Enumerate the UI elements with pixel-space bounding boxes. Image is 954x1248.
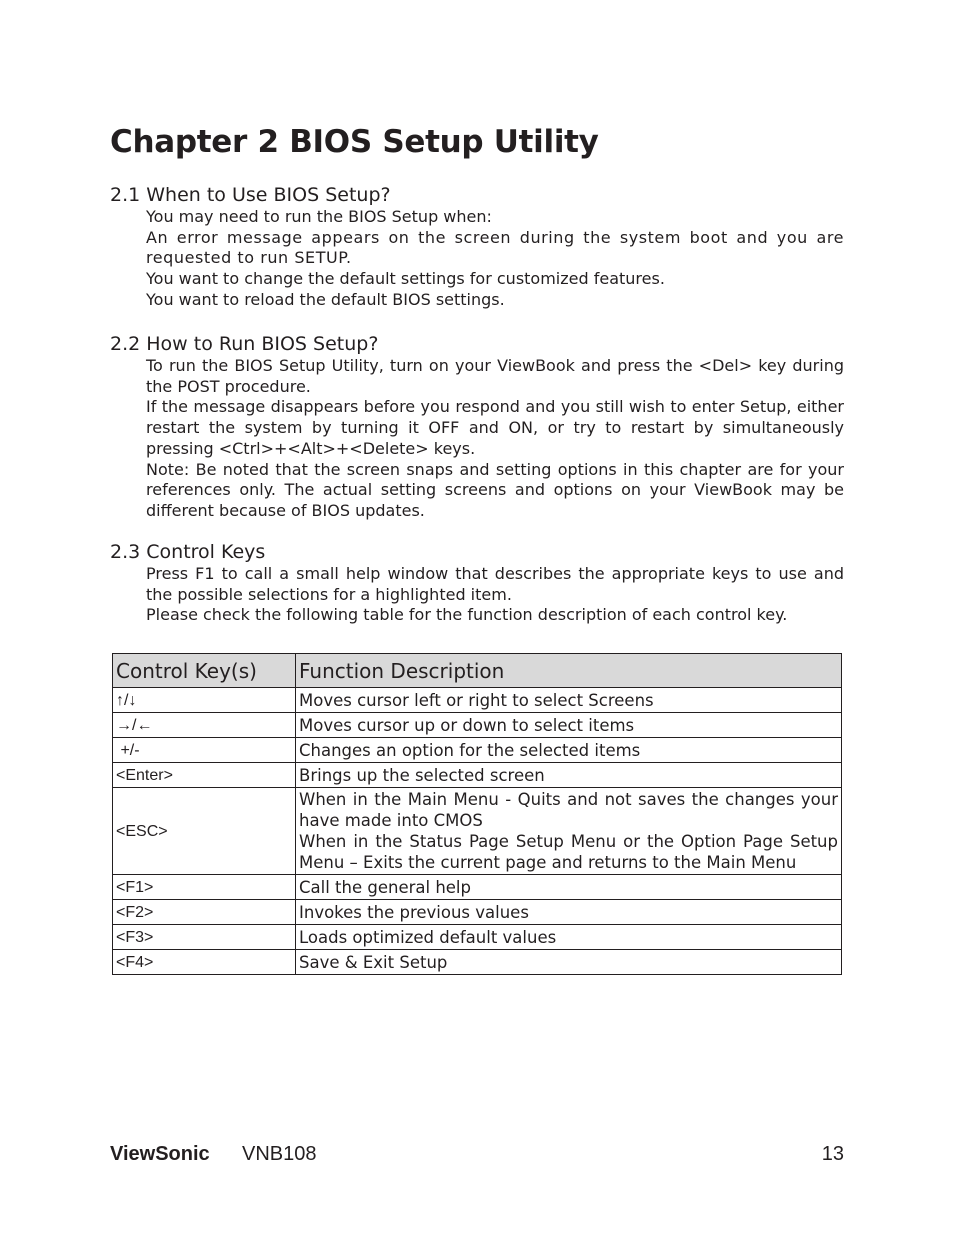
paragraph: To run the BIOS Setup Utility, turn on your ViewBook and press the <Del> key during the POST procedure.: [146, 356, 844, 396]
table-row: [113, 788, 842, 875]
control-keys-table: [112, 653, 842, 975]
paragraph: You may need to run the BIOS Setup when:: [146, 207, 492, 226]
table-row: [113, 738, 842, 763]
function-description-cell: Invokes the previous values: [296, 900, 842, 925]
table-row: [113, 925, 842, 950]
section-body-2-2: [146, 356, 844, 522]
function-description-cell: Brings up the selected screen: [296, 763, 842, 788]
control-key-cell: ↑/↓: [113, 688, 296, 713]
paragraph: If the message disappears before you respond and you still wish to enter Setup, either restart the system by turning it OFF and ON, or try to restart by simultaneously pressing <Ctrl>+<Alt>+<Delete> keys.: [146, 397, 844, 458]
section-body-2-1: [146, 207, 844, 311]
paragraph: You want to change the default settings for customized features.: [146, 269, 665, 289]
esc-description-main-menu: When in the Main Menu - Quits and not saves the changes your have made into CMOS: [299, 790, 838, 830]
table-row: [113, 688, 842, 713]
esc-description-sub-menu: When in the Status Page Setup Menu or the Option Page Setup Menu – Exits the current page and returns to the Main Menu: [299, 832, 838, 872]
table-row: [113, 713, 842, 738]
function-description-cell: Save & Exit Setup: [296, 950, 842, 975]
function-description-cell: Changes an option for the selected items: [296, 738, 842, 763]
function-description-cell: Call the general help: [296, 875, 842, 900]
control-key-cell: <F4>: [113, 950, 296, 975]
function-description-cell: Moves cursor up or down to select items: [296, 713, 842, 738]
function-description-cell: Moves cursor left or right to select Screens: [296, 688, 842, 713]
control-key-cell: <Enter>: [113, 763, 296, 788]
section-heading-2-3: 2.3 Control Keys: [110, 541, 266, 563]
table-row: [113, 950, 842, 975]
paragraph: Please check the following table for the function description of each control key.: [146, 605, 788, 625]
table-row: [113, 763, 842, 788]
section-heading-2-1: 2.1 When to Use BIOS Setup?: [110, 184, 391, 206]
control-key-cell: →/←: [113, 713, 296, 738]
control-key-cell: <ESC>: [113, 788, 296, 875]
footer-brand: ViewSonic: [110, 1143, 210, 1165]
chapter-title: Chapter 2 BIOS Setup Utility: [110, 124, 599, 160]
footer-model: VNB108: [242, 1143, 317, 1165]
control-key-cell: <F3>: [113, 925, 296, 950]
control-key-cell: +/-: [113, 738, 296, 763]
control-key-cell: <F1>: [113, 875, 296, 900]
table-row: [113, 900, 842, 925]
paragraph: Note: Be noted that the screen snaps and setting options in this chapter are for your references only. The actual setting screens and options on your ViewBook may be different because of BIOS updates.: [146, 459, 844, 520]
page-number: 13: [821, 1143, 844, 1165]
column-header-function-description: Function Description: [296, 654, 842, 688]
function-description-cell: [296, 788, 842, 875]
column-header-control-keys: Control Key(s): [113, 654, 296, 688]
section-heading-2-2: 2.2 How to Run BIOS Setup?: [110, 333, 379, 355]
table-header-row: [113, 654, 842, 688]
table-row: [113, 875, 842, 900]
function-description-cell: Loads optimized default values: [296, 925, 842, 950]
section-body-2-3: [146, 564, 844, 626]
paragraph: An error message appears on the screen during the system boot and you are requested to run SETUP.: [146, 227, 844, 268]
control-key-cell: <F2>: [113, 900, 296, 925]
paragraph: You want to reload the default BIOS settings.: [146, 289, 505, 309]
paragraph: Press F1 to call a small help window that describes the appropriate keys to use and the possible selections for a highlighted item.: [146, 564, 844, 604]
